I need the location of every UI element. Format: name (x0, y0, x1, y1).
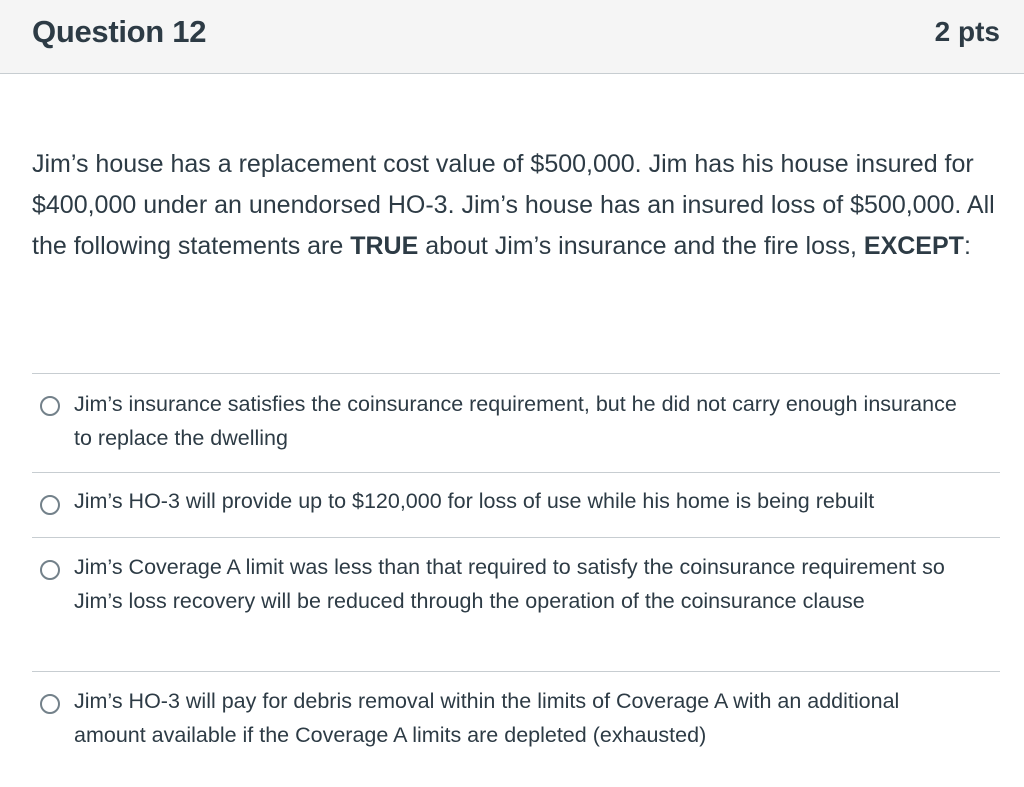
answer-label-3[interactable]: Jim’s Coverage A limit was less than that required to satisfy the coinsurance requirement so Jim’s loss recovery will be reduced through the operation of the coinsurance clause (74, 555, 945, 613)
question-points: 2 pts (934, 16, 1000, 47)
answer-label-4[interactable]: Jim’s HO-3 will pay for debris removal within the limits of Coverage A with an additional amount available if the Coverage A limits are depleted (exhausted) (74, 689, 900, 747)
question-text-part2: about Jim’s insurance and the fire loss, (418, 232, 864, 260)
radio-button-2[interactable] (40, 495, 60, 515)
question-text (32, 144, 1007, 267)
radio-button-4[interactable] (40, 694, 60, 714)
answer-label-1[interactable]: Jim’s insurance satisfies the coinsurance requirement, but he did not carry enough insurance to replace the dwelling (74, 392, 957, 450)
question-text-bold-true: TRUE (350, 232, 419, 260)
radio-button-1[interactable] (40, 396, 60, 416)
answer-label-2[interactable]: Jim’s HO-3 will provide up to $120,000 for loss of use while his home is being rebuilt (74, 489, 875, 513)
answer-option-1[interactable] (32, 373, 1000, 472)
question-text-part3: : (963, 232, 971, 260)
question-text-part1: Jim’s house has a replacement cost value of $500,000. Jim has his house insured for $400,000 under an unendorsed HO-3. Jim’s house has an insured loss of $500,000. All the following statements are (32, 150, 995, 260)
answer-option-2[interactable] (32, 472, 1000, 537)
answer-option-3[interactable] (32, 537, 1000, 671)
question-header (0, 0, 1024, 74)
answer-list (32, 373, 1000, 771)
question-text-bold-except: EXCEPT (863, 232, 964, 260)
answer-option-4[interactable] (32, 671, 1000, 771)
radio-button-3[interactable] (40, 560, 60, 580)
question-title: Question 12 (32, 14, 207, 49)
